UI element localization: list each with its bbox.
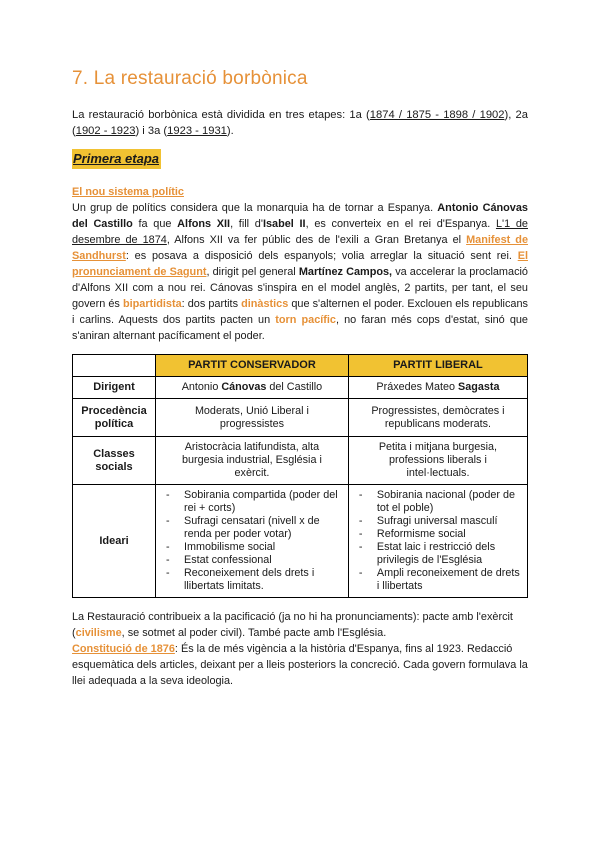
table-header-row	[73, 355, 528, 377]
cell-text: Práxedes Mateo	[376, 381, 459, 393]
cell-liberal-classes: Petita i mitjana burgesia, professions liberals i intel·lectuals.	[348, 437, 527, 485]
term-bipartidista: bipartidista	[122, 298, 182, 310]
cell-liberal-ideari	[348, 485, 527, 598]
list-item: - Sobirania nacional (poder de tot el poble)	[359, 489, 521, 515]
body-text: : es posava a disposició dels espanyols; volia arreglar la situació sent rei.	[125, 250, 518, 262]
parties-table	[72, 354, 528, 598]
list-item: - Sufragi censatari (nivell x de renda per poder votar)	[166, 515, 342, 541]
body-text: Un grup de polítics considera que la monarquia ha de tornar a Espanya.	[72, 202, 438, 214]
cell-conservador-classes: Aristocràcia latifundista, alta burgesia industrial, Església i exèrcit.	[156, 437, 349, 485]
cell-conservador-procedencia: Moderats, Unió Liberal i progressistes	[156, 399, 349, 437]
list-item: - Estat confessional	[166, 554, 342, 567]
list-item: - Sufragi universal masculí	[359, 515, 521, 528]
date-underlined: L'1 de desembre de 1874	[72, 218, 528, 246]
table-row	[73, 485, 528, 598]
list-item: - Sobirania compartida (poder del rei + corts)	[166, 489, 342, 515]
term-dinastics: dinàstics	[241, 298, 289, 310]
body-text: , se sotmet al poder civil). També pacte amb l'Església.	[121, 627, 387, 639]
body-text: que s'alternen el poder. Exclouen els republicans i carlins. Aquests dos partits pacten un	[72, 298, 528, 326]
table-row	[73, 399, 528, 437]
intro-text: ).	[226, 125, 234, 137]
cell-liberal-dirigent	[348, 377, 527, 399]
cell-liberal-procedencia: Progressistes, demòcrates i republicans moderats.	[348, 399, 527, 437]
body-text: , no faran més cops d'estat, sinó que s'aniran alternant pacíficament el poder.	[72, 314, 528, 342]
term-civilisme: civilisme	[75, 627, 122, 639]
body-text: : És la de més vigència a la història d'Espanya, fins al 1923. Redacció esquemàtica dels articles, deixant per a lleis posteriors la concreció. Cada govern formulava la llei adequada a la seva ideologia.	[72, 643, 528, 687]
row-label-procedencia: Procedència política	[73, 399, 156, 437]
intro-text: ), 2a (	[72, 109, 528, 137]
row-label-dirigent: Dirigent	[73, 377, 156, 399]
cell-conservador-dirigent	[156, 377, 349, 399]
body-text: , dirigit pel general	[206, 266, 299, 278]
body-text: fa que	[132, 218, 178, 230]
body-text: va accelerar la proclamació d'Alfons XII com a nou rei. Cánovas s'inspira en el model anglès, 2 partits, per tant, el seu govern és	[72, 266, 528, 310]
stage-heading: Primera etapa	[72, 149, 161, 169]
cell-text: Antonio	[181, 381, 222, 393]
cell-text-bold: Sagasta	[458, 381, 500, 393]
list-item: - Reformisme social	[359, 528, 521, 541]
name-alfons: Alfons XII	[177, 218, 231, 230]
cell-conservador-ideari	[156, 485, 349, 598]
section-title: 7. La restauració borbònica	[72, 68, 308, 89]
body-text: : dos partits	[181, 298, 242, 310]
row-label-classes: Classes socials	[73, 437, 156, 485]
cell-text: del Castillo	[266, 381, 323, 393]
cell-text-bold: Cánovas	[221, 381, 267, 393]
stage1-dates: 1874 / 1875 - 1898 / 1902	[369, 109, 505, 121]
subheading-political-system: El nou sistema polític	[72, 186, 184, 198]
body-text: La Restauració contribueix a la pacificació (ja no hi ha pronunciaments): pacte amb l'exèrcit (	[72, 611, 513, 639]
table-corner-cell	[73, 355, 156, 377]
name-martinez-campos: Martínez Campos,	[298, 266, 393, 278]
term-manifest: Manifest de Sandhurst	[72, 234, 529, 262]
ideari-list-conservador	[166, 489, 342, 593]
political-system-section	[72, 184, 528, 344]
list-item: - Ampli reconeixement de drets i llibertats	[359, 567, 521, 593]
name-isabel: Isabel II	[262, 218, 306, 230]
body-text: , es converteix en el rei d'Espanya.	[305, 218, 496, 230]
intro-text: La restauració borbònica està dividida en tres etapes: 1a (	[72, 109, 370, 121]
list-item: - Reconeixement dels drets i llibertats limitats.	[166, 567, 342, 593]
name-canovas: Antonio Cánovas del Castillo	[72, 202, 528, 230]
header-liberal: PARTIT LIBERAL	[348, 355, 527, 377]
stage3-dates: 1923 - 1931	[167, 125, 227, 137]
body-text: , fill d'	[230, 218, 263, 230]
row-label-ideari: Ideari	[73, 485, 156, 598]
term-pronunciament: El pronunciament de Sagunt	[72, 250, 528, 278]
intro-text: ) i 3a (	[135, 125, 168, 137]
restoration-summary	[72, 609, 528, 689]
list-item: - Estat laic i restricció dels privilegis de l'Església	[359, 541, 521, 567]
stage2-dates: 1902 - 1923	[75, 125, 136, 137]
list-item: - Immobilisme social	[166, 541, 342, 554]
body-text: , Alfons XII va fer públic des de l'exili a Gran Bretanya el	[166, 234, 467, 246]
table-row	[73, 377, 528, 399]
header-conservador: PARTIT CONSERVADOR	[156, 355, 349, 377]
ideari-list-liberal	[359, 489, 521, 593]
table-row	[73, 437, 528, 485]
term-torn-pacific: torn pacífic	[275, 314, 336, 326]
intro-paragraph	[72, 107, 528, 139]
term-constitucio-1876: Constitució de 1876	[72, 643, 175, 655]
